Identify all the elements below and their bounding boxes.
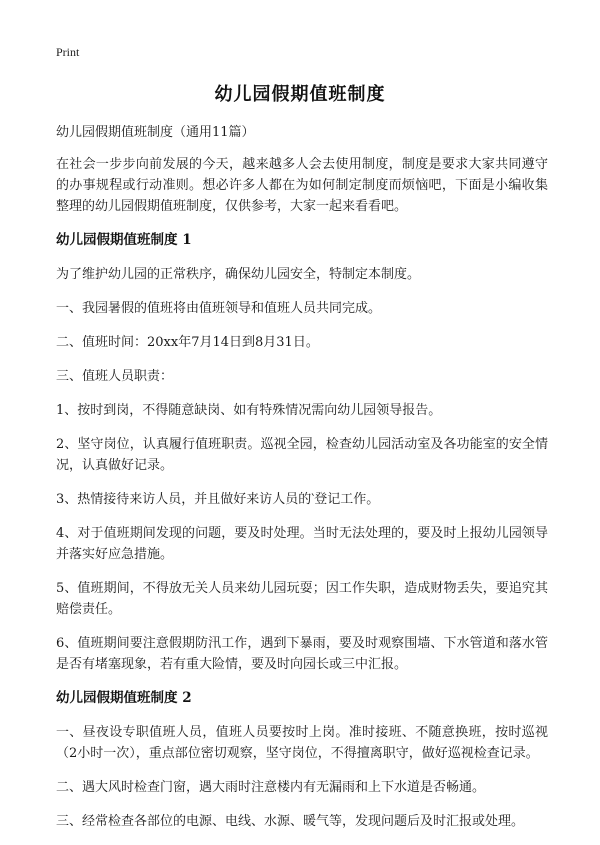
print-link[interactable]: Print xyxy=(56,45,80,59)
page-title: 幼儿园假期值班制度 xyxy=(214,84,386,105)
section-1-paragraph: 三、值班人员职责： xyxy=(56,369,174,384)
article-body xyxy=(56,122,548,845)
section-1-paragraph: 为了维护幼儿园的正常秩序，确保幼儿园安全，特制定本制度。 xyxy=(56,267,421,282)
section-1-paragraph: 二、值班时间：20xx年7月14日到8月31日。 xyxy=(56,335,319,350)
intro-paragraph: 在社会一步步向前发展的今天，越来越多人会去使用制度，制度是要求大家共同遵守的办事规程或行动准则。想必许多人都在为如何制定制度而烦恼吧，下面是小编收集整理的幼儿园假期值班制度，仅供参考，大家一起来看看吧。 xyxy=(56,157,548,214)
section-2-paragraph: 一、昼夜设专职值班人员，值班人员要按时上岗。准时接班、不随意换班，按时巡视（2小时一次），重点部位密切观察，坚守岗位，不得擅离职守，做好巡视检查记录。 xyxy=(56,725,548,761)
section-1-paragraph: 1、按时到岗，不得随意缺岗、如有特殊情况需向幼儿园领导报告。 xyxy=(56,403,442,418)
section-1-paragraph: 3、热情接待来访人员，并且做好来访人员的‵登记工作。 xyxy=(56,492,380,507)
section-2-paragraph: 二、遇大风时检查门窗，遇大雨时注意楼内有无漏雨和上下水道是否畅通。 xyxy=(56,780,486,795)
section-1-paragraph: 一、我园暑假的值班将由值班领导和值班人员共同完成。 xyxy=(56,301,382,316)
section-1-paragraph: 2、坚守岗位，认真履行值班职责。巡视全园，检查幼儿园活动室及各功能室的安全情况，认真做好记录。 xyxy=(56,437,548,473)
section-1-paragraph: 5、值班期间，不得放无关人员来幼儿园玩耍；因工作失职，造成财物丢失，要追究其赔偿责任。 xyxy=(56,581,548,617)
section-2-heading: 幼儿园假期值班制度 2 xyxy=(56,690,192,706)
section-1-heading: 幼儿园假期值班制度 1 xyxy=(56,232,192,248)
section-2-paragraph: 三、经常检查各部位的电源、电线、水源、暖气等，发现问题后及时汇报或处理。 xyxy=(56,814,525,829)
section-1-paragraph: 6、值班期间要注意假期防汛工作，遇到下暴雨，要及时观察围墙、下水管道和落水管是否有堵塞现象，若有重大险情，要及时向园长或三中汇报。 xyxy=(56,636,548,672)
article-subtitle: 幼儿园假期值班制度（通用11篇） xyxy=(56,125,255,140)
section-1-paragraph: 4、对于值班期间发现的问题，要及时处理。当时无法处理的，要及时上报幼儿园领导并落实好应急措施。 xyxy=(56,526,548,562)
